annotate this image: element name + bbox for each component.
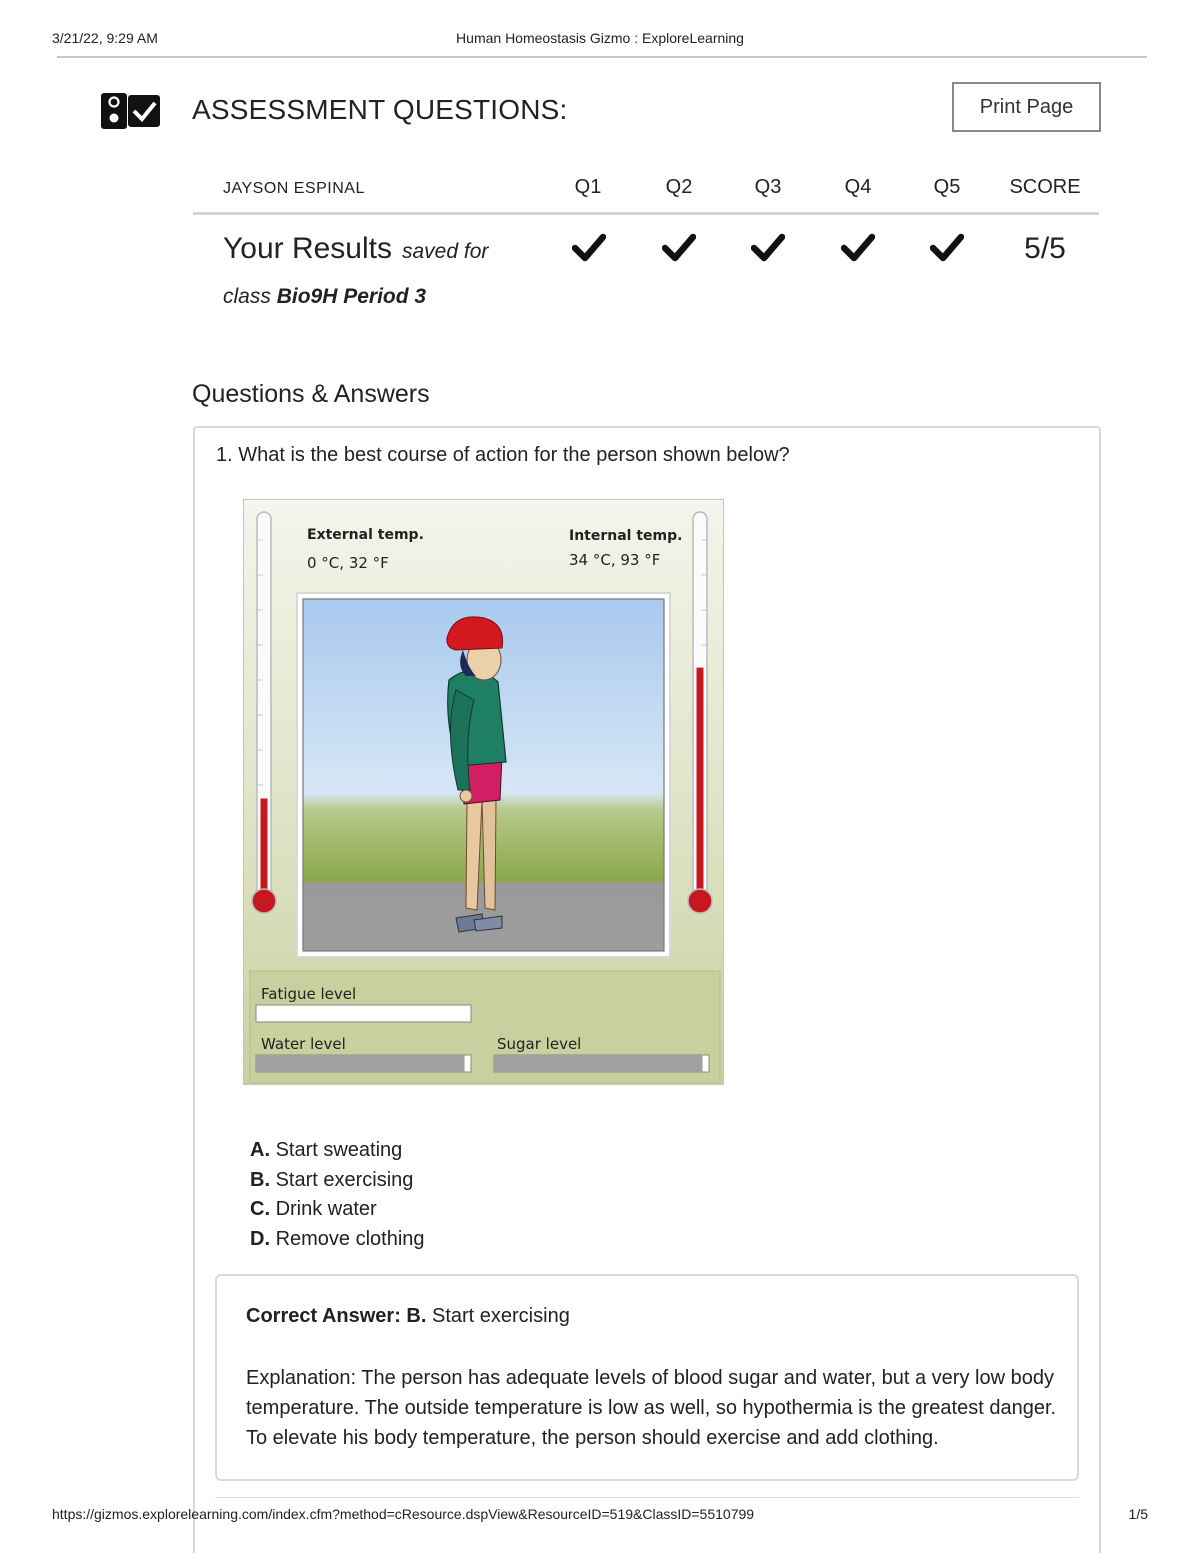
choice-c xyxy=(250,1195,425,1225)
choice-a-text: Start sweating xyxy=(275,1139,403,1161)
choice-b-text: Start exercising xyxy=(275,1168,414,1191)
choice-b-letter: B. xyxy=(250,1168,270,1191)
results-label xyxy=(223,232,488,266)
internal-thermometer xyxy=(688,512,712,913)
answer-choices xyxy=(250,1136,425,1254)
print-date: 3/21/22, 9:29 AM xyxy=(52,30,158,46)
class-label xyxy=(223,285,426,309)
checkmark-icon xyxy=(572,233,606,263)
checkmark-icon xyxy=(930,233,964,263)
choice-a xyxy=(250,1136,425,1166)
checklist-icon xyxy=(101,93,161,129)
choice-d-text: Remove clothing xyxy=(275,1227,425,1250)
page-number: 1/5 xyxy=(1128,1506,1148,1522)
column-q3: Q3 xyxy=(754,176,782,198)
saved-for-text: saved for xyxy=(401,240,489,263)
sugar-label: Sugar level xyxy=(497,1035,582,1053)
choice-c-letter: C. xyxy=(250,1198,270,1220)
water-label: Water level xyxy=(261,1035,346,1053)
gizmo-graphic xyxy=(244,500,725,1086)
qa-heading: Questions & Answers xyxy=(192,380,430,408)
correct-answer-label: Correct Answer: xyxy=(246,1305,401,1327)
fatigue-label: Fatigue level xyxy=(261,985,357,1003)
column-q2: Q2 xyxy=(665,176,693,198)
print-footer xyxy=(52,1506,1148,1522)
column-q1: Q1 xyxy=(574,176,602,198)
gizmo-simulation xyxy=(243,499,724,1085)
choice-c-text: Drink water xyxy=(275,1198,377,1220)
checkmark-icon xyxy=(841,233,875,263)
external-temp-label: External temp. xyxy=(307,527,424,543)
class-prefix: class xyxy=(223,285,271,308)
choice-d-letter: D. xyxy=(250,1227,270,1250)
internal-temp-label: Internal temp. xyxy=(569,528,683,544)
checkmark-icon xyxy=(751,233,785,263)
header-divider xyxy=(57,56,1147,58)
column-score: SCORE xyxy=(1009,176,1081,198)
external-temp-value: 0 °C, 32 °F xyxy=(307,554,389,572)
choice-b xyxy=(250,1166,425,1196)
next-question-divider xyxy=(215,1497,1079,1498)
correct-answer-letter: B. xyxy=(406,1305,427,1327)
column-q5: Q5 xyxy=(933,176,961,198)
class-name: Bio9H Period 3 xyxy=(276,285,427,308)
your-results-text: Your Results xyxy=(223,232,392,265)
fatigue-bar xyxy=(256,1005,471,1022)
choice-a-letter: A. xyxy=(250,1139,270,1161)
correct-answer-text: Start exercising xyxy=(431,1305,570,1327)
correct-answer xyxy=(246,1305,570,1328)
external-thermometer xyxy=(252,512,276,913)
print-title: Human Homeostasis Gizmo : ExploreLearning xyxy=(456,30,744,46)
score-value: 5/5 xyxy=(1024,232,1066,265)
column-q4: Q4 xyxy=(844,176,872,198)
checkmark-icon xyxy=(662,233,696,263)
student-name: JAYSON ESPINAL xyxy=(223,180,365,197)
assessment-title: ASSESSMENT QUESTIONS: xyxy=(192,94,568,125)
print-page-button[interactable]: Print Page xyxy=(952,82,1101,132)
page-url: https://gizmos.explorelearning.com/index.cfm?method=cResource.dspView&ResourceID=519&ClassID=5510799 xyxy=(52,1506,755,1522)
internal-temp-value: 34 °C, 93 °F xyxy=(569,551,661,569)
question-text: 1. What is the best course of action for the person shown below? xyxy=(216,444,790,466)
table-divider xyxy=(193,212,1099,215)
print-header xyxy=(52,30,1148,50)
explanation-text: Explanation: The person has adequate levels of blood sugar and water, but a very low body temperature. The outside temperature is low as well, so hypothermia is the greatest danger. To elevate his body temperature, the person should exercise and add clothing. xyxy=(246,1367,1057,1449)
choice-d xyxy=(250,1225,425,1255)
